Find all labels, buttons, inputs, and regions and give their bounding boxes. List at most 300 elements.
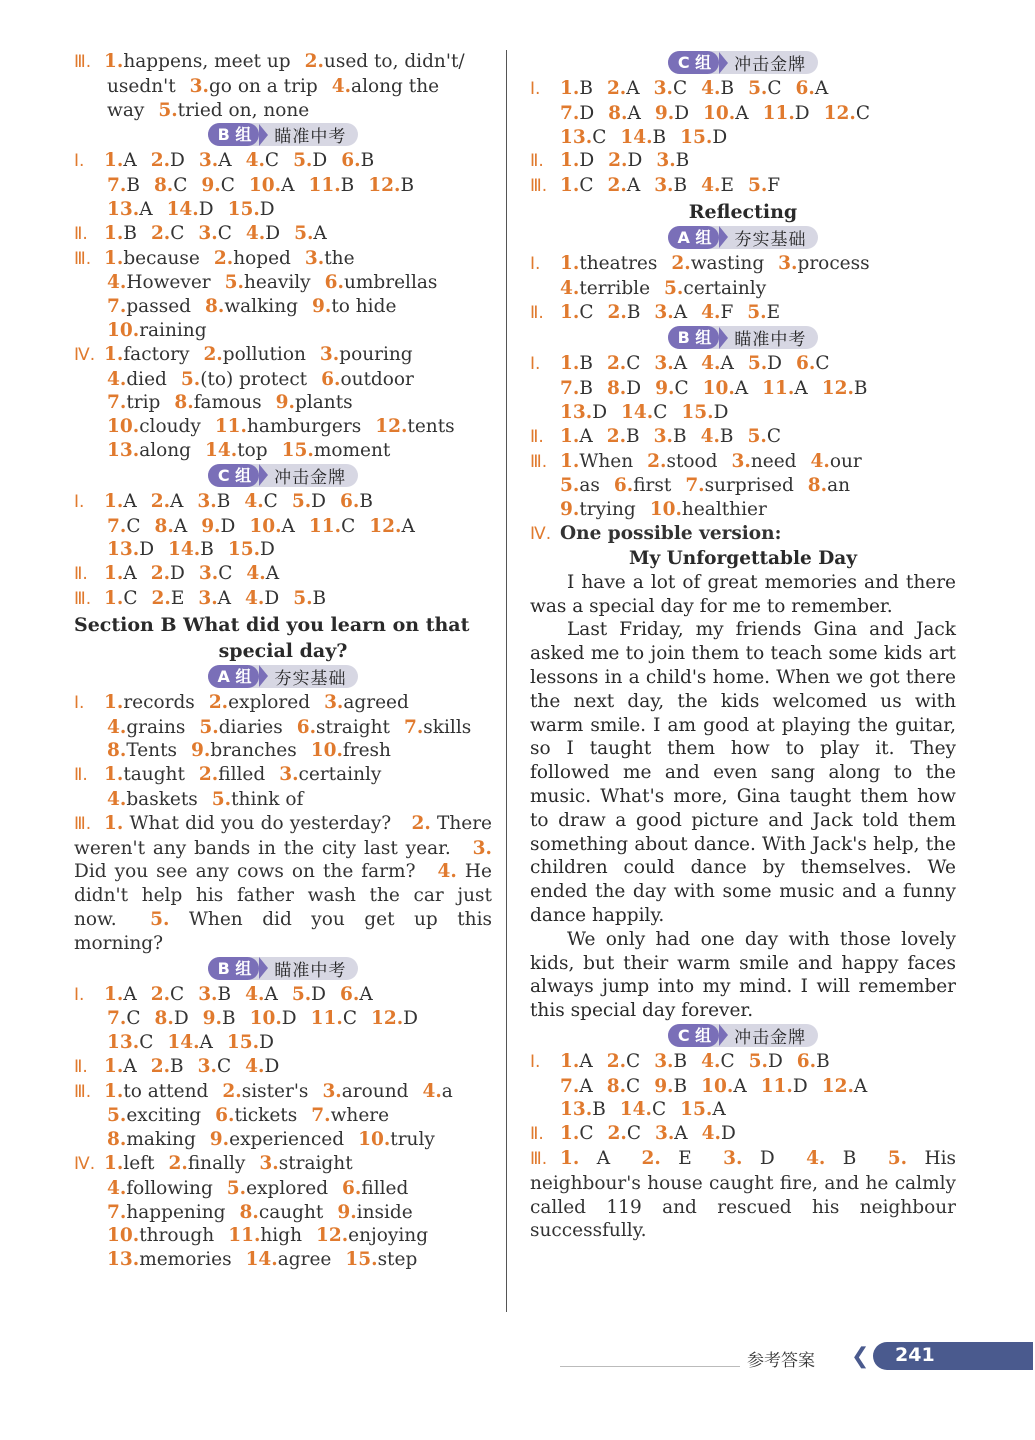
footer-label: 参考答案 <box>747 1351 815 1371</box>
answer-item <box>560 522 781 546</box>
question-number: 9. <box>560 499 580 521</box>
answer-item <box>309 515 355 539</box>
roman-numeral: Ⅰ. <box>530 1051 541 1072</box>
answer-item <box>560 149 594 173</box>
answer-item <box>607 352 640 376</box>
answer-text: C <box>217 222 232 244</box>
answer-item <box>209 691 310 715</box>
roman-numeral: Ⅰ. <box>530 354 541 375</box>
answer-item <box>654 174 687 198</box>
question-number: 9. <box>337 1201 357 1223</box>
answer-row <box>74 763 492 788</box>
answer-text: straight <box>278 1153 353 1175</box>
answer-item <box>199 149 232 173</box>
answer-row <box>74 343 492 368</box>
answer-text: C <box>592 126 607 148</box>
question-number: 1. <box>104 51 124 72</box>
answer-item <box>107 1177 213 1201</box>
answer-row <box>74 716 492 740</box>
answer-text: enjoying <box>348 1225 429 1247</box>
question-number: 4. <box>701 78 721 99</box>
roman-numeral: Ⅰ. <box>530 253 541 274</box>
footer-rule <box>560 1366 740 1367</box>
answer-item <box>214 247 291 271</box>
question-number: 4. <box>701 353 721 375</box>
answer-item <box>340 983 373 1007</box>
answer-item <box>702 1122 736 1146</box>
question-number: 1. <box>104 490 124 512</box>
answer-text: A <box>712 1099 726 1121</box>
question-number: 1. <box>560 78 580 99</box>
answer-text: What did you do yesterday? <box>129 812 392 834</box>
answer-item <box>810 450 861 474</box>
answer-text: tickets <box>234 1105 298 1127</box>
answer-item <box>292 490 326 514</box>
question-number: 3. <box>198 563 219 585</box>
answer-item <box>198 1055 231 1079</box>
answer-row <box>530 498 956 522</box>
answer-text: C <box>341 515 356 537</box>
question-number: 5. <box>747 301 767 323</box>
answer-row <box>530 1075 956 1099</box>
answer-text: heavily <box>243 272 311 294</box>
answer-text: way <box>107 99 145 121</box>
answer-text: D <box>759 1148 775 1170</box>
answer-row <box>530 522 956 547</box>
answer-text: C <box>674 378 689 400</box>
question-number: 9. <box>654 102 675 124</box>
group-title: 瞄准中考 <box>274 960 347 981</box>
question-number: 12. <box>821 378 854 400</box>
answer-text: high <box>260 1225 302 1247</box>
answer-item <box>680 126 727 150</box>
question-number: 10. <box>358 1129 391 1151</box>
answer-item <box>607 425 640 449</box>
answer-row <box>74 1224 492 1248</box>
arrow-right-icon <box>719 1024 728 1046</box>
answer-item <box>650 498 767 522</box>
question-number: 13. <box>560 126 593 148</box>
answer-item <box>748 174 780 198</box>
answer-row <box>74 149 492 174</box>
answer-text: A <box>123 490 137 512</box>
answer-text: Tents <box>126 740 178 762</box>
answer-text: walking <box>224 296 298 318</box>
answer-text: A <box>579 1050 593 1072</box>
answer-text: D <box>592 401 608 423</box>
group-badge-row <box>74 464 492 489</box>
answer-text: stood <box>666 450 718 472</box>
answer-item <box>560 1075 593 1099</box>
answer-text: D <box>220 515 236 537</box>
question-number: 3. <box>304 247 325 269</box>
question-number: 5. <box>158 99 178 121</box>
answer-item <box>154 1007 188 1031</box>
roman-numeral: Ⅱ. <box>530 1124 544 1145</box>
question-number: 14. <box>619 1099 652 1121</box>
answer-row <box>530 352 956 377</box>
answer-text: B <box>360 150 375 172</box>
answer-item <box>560 425 593 449</box>
answer-text: B <box>673 175 688 197</box>
answer-item <box>246 562 279 586</box>
answer-item <box>342 1177 408 1201</box>
answer-item <box>107 271 211 295</box>
answer-item <box>198 983 231 1007</box>
question-number: 13. <box>107 198 140 220</box>
answer-text: C <box>653 401 668 423</box>
question-number: 3. <box>197 1055 217 1077</box>
answer-item <box>762 377 808 401</box>
answer-text: baskets <box>126 788 198 810</box>
question-number: 2. <box>641 1148 661 1170</box>
question-number: 11. <box>228 1225 261 1247</box>
question-number: 1. <box>560 1148 580 1170</box>
answer-text: inside <box>356 1201 413 1223</box>
question-number: 4. <box>245 150 265 172</box>
question-number: 2. <box>607 1123 627 1145</box>
answer-text: C <box>264 150 280 172</box>
answer-text: passed <box>126 296 191 318</box>
question-number: 4. <box>810 450 830 472</box>
answer-text: D <box>173 1008 189 1030</box>
question-number: 1. <box>104 563 124 585</box>
question-number: 1. <box>104 150 124 172</box>
answer-item <box>107 391 160 415</box>
question-number: 3. <box>189 75 209 97</box>
answer-item <box>151 587 184 611</box>
question-number: 4. <box>244 490 264 512</box>
answer-text: A <box>626 78 640 99</box>
question-number: 6. <box>796 1050 817 1072</box>
answer-item <box>228 538 275 562</box>
question-number: 4. <box>245 587 265 609</box>
answer-text: agreed <box>343 691 409 713</box>
question-number: 12. <box>368 175 401 197</box>
answer-text: A <box>401 515 415 537</box>
answer-item <box>282 439 391 463</box>
question-number: 7. <box>107 296 127 318</box>
question-number: 2. <box>411 812 431 834</box>
essay-paragraph: Last Friday, my friends Gina and Jack asked me to join them to teach some kids art lessons in a child's home. When we got there the next day, the kids welcomed us with warm smile. I am good at playing the guitar, so I taught them how to play it. They followed me and even sang along to the music. What's more, Gina taught them how to draw a good picture and Jack told them something about dance. With Jack's help, the children could dance by themselves. We ended the day with some music and a funny dance happily. <box>530 619 956 926</box>
question-number: 14. <box>166 198 199 220</box>
answer-item <box>151 222 184 246</box>
answer-item <box>654 425 687 449</box>
answer-item <box>701 425 734 449</box>
answer-text: A <box>217 587 232 609</box>
group-title: 瞄准中考 <box>734 330 807 351</box>
answer-row <box>74 515 492 539</box>
answer-text: D <box>139 539 155 561</box>
answer-text: along the <box>351 75 440 97</box>
roman-numeral: Ⅱ. <box>74 564 88 585</box>
answer-item <box>621 401 667 425</box>
answer-item <box>808 474 850 498</box>
answer-text: D <box>260 539 275 561</box>
answer-item <box>654 352 687 376</box>
answer-text: However <box>126 272 211 294</box>
question-number: 11. <box>762 378 795 400</box>
answer-text: D <box>259 198 275 220</box>
answer-text: diaries <box>218 716 283 738</box>
answer-item <box>191 739 297 763</box>
answer-item <box>276 391 353 415</box>
answer-item <box>701 1075 747 1099</box>
answer-item <box>371 1007 418 1031</box>
question-number: 5. <box>107 1105 127 1127</box>
answer-text: B <box>340 175 355 197</box>
question-number: 1. <box>560 1123 580 1145</box>
answer-item <box>246 222 280 246</box>
question-number: 9. <box>209 1129 230 1151</box>
question-number: 12. <box>370 1008 404 1030</box>
answer-row <box>74 983 492 1008</box>
question-number: 2. <box>606 1050 627 1072</box>
answer-item <box>560 377 593 401</box>
question-number: 8. <box>154 1008 174 1030</box>
answer-item <box>761 1075 808 1099</box>
answer-item <box>107 538 154 562</box>
answer-row <box>530 301 956 326</box>
answer-text: A <box>814 78 829 99</box>
answer-item <box>560 102 594 126</box>
answer-item <box>107 439 191 463</box>
answer-item <box>245 1055 279 1079</box>
question-number: 9. <box>201 175 221 197</box>
group-badge <box>668 51 818 74</box>
answer-text: His neighbour's house caught fire, and he calmly called 119 and rescued his neighbour successfully. <box>530 1148 957 1242</box>
answer-item <box>181 368 307 392</box>
answer-item <box>151 1055 184 1079</box>
roman-numeral: Ⅰ. <box>74 984 85 1005</box>
answer-item <box>680 1098 726 1122</box>
answer-item <box>215 1104 297 1128</box>
answer-item <box>607 301 640 325</box>
left-column <box>74 50 492 1272</box>
question-number: 14. <box>621 401 654 423</box>
question-number: 4. <box>107 1177 127 1199</box>
answer-item <box>325 271 438 295</box>
answer-item <box>104 1152 154 1176</box>
answer-text: C <box>626 353 641 375</box>
answer-item <box>560 301 593 325</box>
question-number: 6. <box>613 475 634 497</box>
roman-numeral: Ⅰ. <box>74 692 85 713</box>
answer-text: left <box>123 1153 155 1175</box>
answer-text: A <box>735 102 749 124</box>
answer-item <box>225 271 311 295</box>
answer-row <box>74 1201 492 1225</box>
answer-text: top <box>237 439 268 461</box>
question-number: 4. <box>437 861 457 883</box>
group-badge-row <box>74 957 492 982</box>
answer-item <box>778 252 869 276</box>
roman-numeral: Ⅲ. <box>530 1149 548 1170</box>
answer-text: along <box>139 439 192 461</box>
group-badge-row <box>530 226 956 251</box>
answer-text: C <box>855 102 870 124</box>
question-number: 7. <box>107 1008 127 1030</box>
answer-item <box>199 763 265 787</box>
roman-numeral: Ⅲ. <box>74 1081 92 1102</box>
answer-item <box>107 198 153 222</box>
answer-item <box>560 1098 606 1122</box>
answer-item <box>107 1128 196 1152</box>
question-number: 6. <box>796 353 816 375</box>
answer-text: B <box>652 126 667 148</box>
answer-text: go on a trip <box>208 75 318 97</box>
answer-item <box>249 174 295 198</box>
question-number: 5. <box>224 272 244 294</box>
answer-text: explored <box>228 691 311 713</box>
answer-text: B <box>842 1148 857 1170</box>
answer-item <box>607 377 641 401</box>
answer-text: When did you get up this morning? <box>74 908 492 954</box>
answer-text: B <box>312 587 327 609</box>
answer-text: B <box>720 78 735 99</box>
answer-row <box>74 75 492 99</box>
answer-text: where <box>330 1105 390 1127</box>
answer-item <box>104 343 189 367</box>
answer-item <box>104 763 185 787</box>
answer-text: A <box>720 353 734 375</box>
answer-text: D <box>264 1055 280 1077</box>
answer-text: fresh <box>342 740 391 762</box>
answer-text: D <box>626 378 642 400</box>
answer-item <box>227 1031 274 1055</box>
answer-text: E <box>766 301 781 323</box>
answer-item <box>104 587 137 611</box>
answer-item <box>215 415 361 439</box>
roman-numeral: Ⅲ. <box>74 588 92 609</box>
answer-text: F <box>767 175 781 197</box>
answer-item <box>375 415 454 439</box>
answer-row <box>74 587 492 612</box>
answer-item <box>797 1050 830 1074</box>
question-number: 7. <box>560 102 580 124</box>
answer-text: B <box>673 1075 688 1097</box>
answer-text: B <box>126 175 140 197</box>
answer-text: A <box>264 983 278 1005</box>
answer-row <box>74 415 492 439</box>
question-number: 5. <box>747 425 767 447</box>
question-number: 10. <box>249 1008 282 1030</box>
question-number: 13. <box>560 1099 593 1121</box>
answer-item <box>107 1104 201 1128</box>
answer-row <box>530 474 956 498</box>
question-number: 3. <box>654 353 674 375</box>
question-number: 11. <box>308 515 342 537</box>
question-number: 1. <box>104 587 124 609</box>
answer-text: When <box>579 450 634 472</box>
answer-item <box>203 1007 236 1031</box>
answer-text: A <box>281 175 295 197</box>
roman-numeral: Ⅱ. <box>74 1056 88 1077</box>
question-number: 1. <box>560 175 580 197</box>
question-number: 1. <box>560 353 580 375</box>
answer-text: D <box>312 150 328 172</box>
answer-item <box>796 352 829 376</box>
answer-item <box>167 1031 213 1055</box>
answer-item <box>701 77 734 101</box>
answer-text: used to, didn't/ <box>323 51 465 72</box>
question-number: 15. <box>227 539 261 561</box>
question-number: 15. <box>680 126 713 148</box>
answer-item <box>151 490 184 514</box>
roman-numeral: Ⅲ. <box>74 52 92 72</box>
answer-text: A <box>281 515 295 537</box>
answer-item <box>404 716 471 740</box>
answer-text: A <box>734 378 749 400</box>
answer-item <box>822 1075 868 1099</box>
essay-title: My Unforgettable Day <box>628 547 858 569</box>
answer-text: C <box>672 78 688 99</box>
answer-item <box>560 174 593 198</box>
arrow-right-icon <box>259 957 268 979</box>
answer-item <box>151 562 185 586</box>
roman-numeral: Ⅳ. <box>530 523 552 544</box>
answer-text: C <box>626 1075 641 1097</box>
answer-item <box>369 515 415 539</box>
question-number: 12. <box>821 1075 854 1097</box>
question-number: 6. <box>324 272 344 294</box>
answer-item <box>822 377 868 401</box>
answer-text: D <box>627 150 643 172</box>
question-number: 13. <box>560 401 593 423</box>
question-number: 4. <box>331 75 352 97</box>
question-number: 5. <box>747 353 768 375</box>
answer-text: step <box>377 1249 418 1271</box>
answer-text: There weren't any bands in the city last year. <box>74 812 492 859</box>
answer-text: famous <box>193 392 262 414</box>
answer-row <box>530 425 956 450</box>
answer-item <box>368 174 414 198</box>
question-number: 3. <box>198 983 218 1005</box>
answer-item <box>104 247 200 271</box>
answer-item <box>560 1148 610 1169</box>
question-number: 15. <box>680 1099 713 1121</box>
answer-text: A <box>627 102 641 124</box>
answer-item <box>249 515 295 539</box>
question-number: 6. <box>340 983 360 1005</box>
answer-text: hamburgers <box>247 416 362 438</box>
answer-item <box>337 1201 412 1225</box>
roman-numeral: Ⅱ. <box>530 426 544 447</box>
question-number: 3. <box>654 1123 675 1145</box>
answer-text: C <box>579 175 594 197</box>
answer-text: memories <box>139 1249 232 1271</box>
question-number: 13. <box>107 1249 140 1271</box>
answer-row <box>74 1031 492 1055</box>
answer-item <box>560 126 606 150</box>
answer-text: our <box>829 450 862 472</box>
question-number: 10. <box>107 1225 140 1247</box>
answer-paragraph <box>74 812 492 956</box>
question-number: 12. <box>369 515 402 537</box>
essay-paragraph: We only had one day with those lovely kids, but their warm smile and happy faces always jump into my mind. I will remember this special day forever. <box>530 928 956 1022</box>
answer-text: D <box>579 150 595 172</box>
group-letter: B 组 <box>208 957 260 980</box>
answer-item <box>824 102 870 126</box>
answer-text: A <box>313 222 327 244</box>
answer-text: A <box>674 1123 688 1145</box>
answer-row <box>74 439 492 463</box>
answer-text: first <box>633 475 672 497</box>
answer-text: B <box>217 983 232 1005</box>
question-number: 3. <box>322 1080 342 1102</box>
answer-text: B <box>626 425 640 447</box>
answer-item <box>240 1201 324 1225</box>
